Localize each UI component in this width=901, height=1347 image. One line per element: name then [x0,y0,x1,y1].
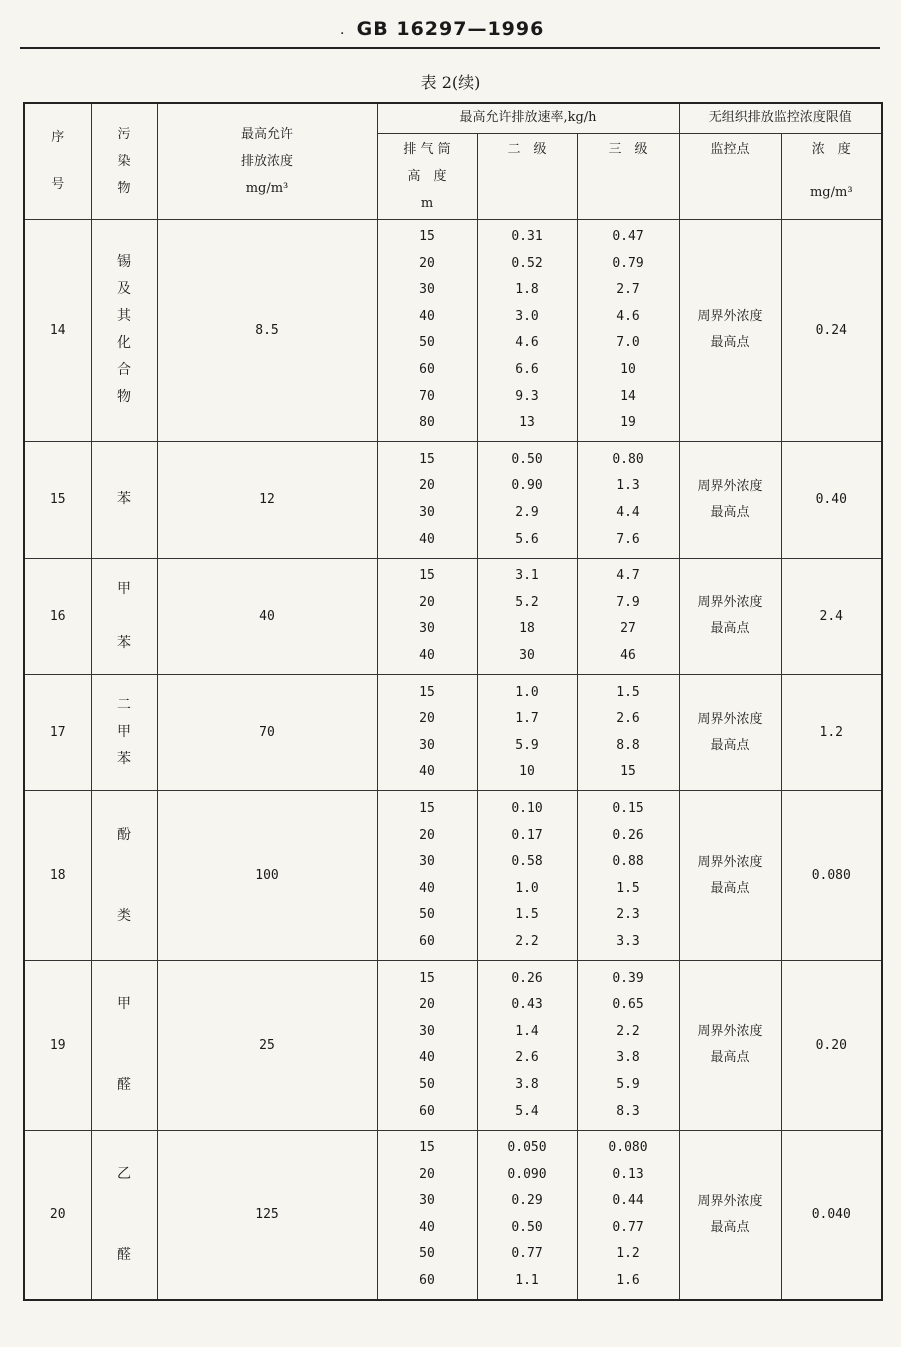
heights-value: 30 [419,854,435,870]
level2-value: 5.4 [515,1103,539,1119]
table-row [24,558,882,674]
monitor-line: 最高点 [710,737,750,753]
row-max-conc: 40 [157,558,377,674]
heights-value: 15 [419,1139,435,1155]
row-seq: 20 [24,1130,91,1300]
col-pollutant-line: 污 [117,126,131,142]
level2-value: 1.1 [515,1272,539,1288]
level2-value: 3.1 [515,568,539,584]
heights-value: 30 [419,1193,435,1209]
level2-value: 0.29 [511,1193,543,1209]
level3-value: 4.4 [616,504,640,520]
level3-value: 0.26 [612,827,644,843]
row-pollutant [91,675,157,791]
monitor-line: 最高点 [710,621,750,637]
level3-value: 0.39 [612,970,644,986]
heights-value: 20 [419,827,435,843]
table-caption: 表 2(续) [420,73,481,92]
level3-value: 19 [620,415,636,431]
heights-value: 60 [419,1103,435,1119]
col-seq-header [24,103,91,219]
level3-value: 4.6 [616,308,640,324]
level2-value: 0.050 [507,1139,547,1155]
pollutant-char: 乙 [117,1165,131,1182]
level2-value: 0.90 [511,478,543,494]
col-monitor-point-header: 监控点 [679,133,781,219]
monitor-line: 最高点 [710,1050,750,1066]
monitor-line: 周界外浓度 [697,1193,763,1209]
col-rate-group-header: 最高允许排放速率,kg/h [377,103,679,133]
level2-value: 1.7 [515,711,539,727]
heights-value: 30 [419,737,435,753]
pollutant-char: 物 [117,389,131,406]
heights-value: 60 [419,361,435,377]
row-max-conc: 12 [157,442,377,558]
level3-value: 8.3 [616,1103,640,1119]
heights-value: 50 [419,1246,435,1262]
row-level3-list [577,442,679,558]
pollutant-char: 苯 [117,751,131,768]
level2-value: 0.31 [511,229,543,245]
heights-value: 70 [419,388,435,404]
heights-value: 15 [419,970,435,986]
col-fugitive-group-header: 无组织排放监控浓度限值 [679,103,882,133]
row-level2-list [477,442,577,558]
heights-value: 20 [419,997,435,1013]
level2-value: 9.3 [515,388,539,404]
level3-value: 2.3 [616,907,640,923]
col-stack-height-line: m [420,195,434,211]
table-row [24,791,882,961]
col-pollutant-header [91,103,157,219]
level2-value: 0.50 [511,1219,543,1235]
level3-value: 8.8 [616,737,640,753]
heights-value: 15 [419,568,435,584]
col-level2-header: 二 级 [477,133,577,219]
pollutant-char: 苯 [117,491,131,508]
heights-value: 60 [419,933,435,949]
col-stack-height-line: 高 度 [407,168,447,184]
row-max-conc: 70 [157,675,377,791]
level3-value: 0.47 [612,229,644,245]
level3-value: 5.9 [616,1076,640,1092]
level3-value: 27 [620,621,636,637]
level2-value: 0.50 [511,451,543,467]
row-monitor-point [679,442,781,558]
level2-value: 0.26 [511,970,543,986]
col-level3-header: 三 级 [577,133,679,219]
heights-value: 15 [419,451,435,467]
row-fugitive-conc: 0.040 [781,1130,882,1300]
pollutant-char: 及 [117,281,131,298]
level2-value: 1.0 [515,684,539,700]
monitor-line: 最高点 [710,880,750,896]
level2-value: 1.0 [515,880,539,896]
col-concentration-header [781,133,882,219]
col-pollutant-line: 物 [117,180,131,196]
level2-value: 0.43 [511,997,543,1013]
level3-value: 0.13 [612,1166,644,1182]
pollutant-char: 醛 [117,1246,131,1263]
pollutant-char: 酚 [117,826,131,843]
row-monitor-point [679,675,781,791]
pollutant-char [92,1188,157,1215]
heights-value: 40 [419,880,435,896]
emission-limits-table [23,102,883,1301]
row-fugitive-conc: 0.20 [781,961,882,1131]
heights-value: 15 [419,229,435,245]
heights-value: 40 [419,1050,435,1066]
col-seq-line: 序 [51,130,65,146]
level2-value: 0.10 [511,800,543,816]
monitor-line: 周界外浓度 [697,854,763,870]
level3-value: 46 [620,647,636,663]
level3-value: 3.3 [616,933,640,949]
heights-value: 40 [419,1219,435,1235]
heights-value: 40 [419,764,435,780]
level3-value: 1.5 [616,880,640,896]
row-pollutant [91,219,157,442]
row-heights-list [377,558,477,674]
level3-value: 0.79 [612,255,644,271]
level2-value: 30 [519,647,535,663]
level3-value: 1.6 [616,1272,640,1288]
level3-value: 1.2 [616,1246,640,1262]
row-fugitive-conc: 1.2 [781,675,882,791]
heights-value: 50 [419,907,435,923]
header-row-1 [24,103,882,133]
level2-value: 5.2 [515,594,539,610]
col-concentration-line: 浓 度 [811,141,851,157]
table-row [24,219,882,442]
heights-value: 20 [419,478,435,494]
level3-value: 4.7 [616,568,640,584]
heights-value: 50 [419,335,435,351]
pollutant-char: 二 [117,697,131,714]
pollutant-char [92,1045,157,1072]
monitor-line: 周界外浓度 [697,309,763,325]
row-level2-list [477,219,577,442]
row-level3-list [577,219,679,442]
row-monitor-point [679,961,781,1131]
level2-value: 5.6 [515,531,539,547]
pollutant-char: 合 [117,362,131,379]
heights-value: 20 [419,711,435,727]
row-heights-list [377,791,477,961]
col-seq-line: 号 [51,177,65,193]
monitor-line: 周界外浓度 [697,1024,763,1040]
row-level2-list [477,1130,577,1300]
level2-value: 4.6 [515,335,539,351]
row-seq: 14 [24,219,91,442]
row-max-conc: 125 [157,1130,377,1300]
monitor-line: 最高点 [710,335,750,351]
level3-value: 0.15 [612,800,644,816]
col-stack-height-line: 排 气 筒 [403,141,451,157]
heights-value: 30 [419,504,435,520]
level2-value: 0.77 [511,1246,543,1262]
table-row [24,675,882,791]
row-pollutant [91,1130,157,1300]
row-heights-list [377,219,477,442]
monitor-line: 最高点 [710,1219,750,1235]
level2-value: 0.17 [511,827,543,843]
pollutant-char [92,603,157,630]
level2-value: 2.2 [515,933,539,949]
row-seq: 17 [24,675,91,791]
pollutant-char [92,849,157,876]
pollutant-char [92,1018,157,1045]
level2-value: 2.9 [515,504,539,520]
level3-value: 1.5 [616,684,640,700]
level3-value: 0.88 [612,854,644,870]
level3-value: 10 [620,361,636,377]
heights-value: 60 [419,1272,435,1288]
row-max-conc: 100 [157,791,377,961]
level3-value: 0.80 [612,451,644,467]
heights-value: 40 [419,308,435,324]
heights-value: 80 [419,415,435,431]
heights-value: 20 [419,594,435,610]
row-level3-list [577,961,679,1131]
heights-value: 15 [419,684,435,700]
col-stack-height-header [377,133,477,219]
level2-value: 1.5 [515,907,539,923]
pollutant-char [92,1215,157,1242]
level2-value: 2.6 [515,1050,539,1066]
row-pollutant [91,961,157,1131]
row-level2-list [477,675,577,791]
row-heights-list [377,1130,477,1300]
level3-value: 2.6 [616,711,640,727]
level3-value: 7.0 [616,335,640,351]
row-level3-list [577,558,679,674]
col-concentration-line: mg/m³ [809,184,853,200]
table-body [24,219,882,1300]
level2-value: 5.9 [515,737,539,753]
level3-value: 0.77 [612,1219,644,1235]
level2-value: 6.6 [515,361,539,377]
level3-value: 2.7 [616,282,640,298]
row-monitor-point [679,1130,781,1300]
heights-value: 40 [419,647,435,663]
level3-value: 0.44 [612,1193,644,1209]
row-pollutant [91,558,157,674]
header-rule [20,47,880,49]
pollutant-char: 苯 [117,634,131,651]
row-seq: 15 [24,442,91,558]
monitor-line: 周界外浓度 [697,595,763,611]
row-max-conc: 25 [157,961,377,1131]
heights-value: 15 [419,800,435,816]
col-max-conc-line: 排放浓度 [240,153,293,169]
heights-value: 30 [419,282,435,298]
spacer [782,157,882,185]
level3-value: 3.8 [616,1050,640,1066]
monitor-line: 周界外浓度 [697,711,763,727]
pollutant-char: 甲 [117,580,131,597]
row-monitor-point [679,791,781,961]
row-seq: 18 [24,791,91,961]
level2-value: 1.8 [515,282,539,298]
row-level3-list [577,791,679,961]
level3-value: 7.6 [616,531,640,547]
col-max-conc-line: mg/m³ [245,180,289,196]
standard-code: GB 16297—1996 [356,18,545,40]
pollutant-char: 类 [117,907,131,924]
heights-value: 50 [419,1076,435,1092]
row-fugitive-conc: 0.080 [781,791,882,961]
level2-value: 0.090 [507,1166,547,1182]
row-heights-list [377,675,477,791]
row-monitor-point [679,558,781,674]
row-max-conc: 8.5 [157,219,377,442]
row-level3-list [577,675,679,791]
level3-value: 7.9 [616,594,640,610]
row-heights-list [377,442,477,558]
pollutant-char: 其 [117,308,131,325]
heights-value: 20 [419,255,435,271]
heights-value: 30 [419,1023,435,1039]
pollutant-char: 醛 [117,1077,131,1094]
col-max-conc-line: 最高允许 [240,126,293,142]
pollutant-char: 锡 [117,254,131,271]
level3-value: 15 [620,764,636,780]
level3-value: 0.080 [608,1139,648,1155]
level2-value: 0.52 [511,255,543,271]
level2-value: 10 [519,764,535,780]
table-row [24,961,882,1131]
heights-value: 20 [419,1166,435,1182]
col-pollutant-line: 染 [117,153,131,169]
level2-value: 3.0 [515,308,539,324]
row-seq: 19 [24,961,91,1131]
row-monitor-point [679,219,781,442]
monitor-line: 周界外浓度 [697,478,763,494]
table-row [24,442,882,558]
row-fugitive-conc: 0.24 [781,219,882,442]
level3-value: 0.65 [612,997,644,1013]
row-level2-list [477,791,577,961]
row-level2-list [477,961,577,1131]
level2-value: 0.58 [511,854,543,870]
col-max-conc-header [157,103,377,219]
heights-value: 30 [419,621,435,637]
level2-value: 3.8 [515,1076,539,1092]
level3-value: 2.2 [616,1023,640,1039]
level3-value: 14 [620,388,636,404]
level3-value: 1.3 [616,478,640,494]
level2-value: 18 [519,621,535,637]
spacer [25,151,91,171]
row-fugitive-conc: 0.40 [781,442,882,558]
monitor-line: 最高点 [710,504,750,520]
pollutant-char: 化 [117,335,131,352]
row-pollutant [91,442,157,558]
pollutant-char: 甲 [117,724,131,741]
table-row [24,1130,882,1300]
row-fugitive-conc: 2.4 [781,558,882,674]
level2-value: 1.4 [515,1023,539,1039]
pollutant-char: 甲 [117,996,131,1013]
row-pollutant [91,791,157,961]
row-heights-list [377,961,477,1131]
row-level3-list [577,1130,679,1300]
heights-value: 40 [419,531,435,547]
header-dot: · [340,26,345,42]
row-seq: 16 [24,558,91,674]
level2-value: 13 [519,415,535,431]
row-level2-list [477,558,577,674]
pollutant-char [92,876,157,903]
